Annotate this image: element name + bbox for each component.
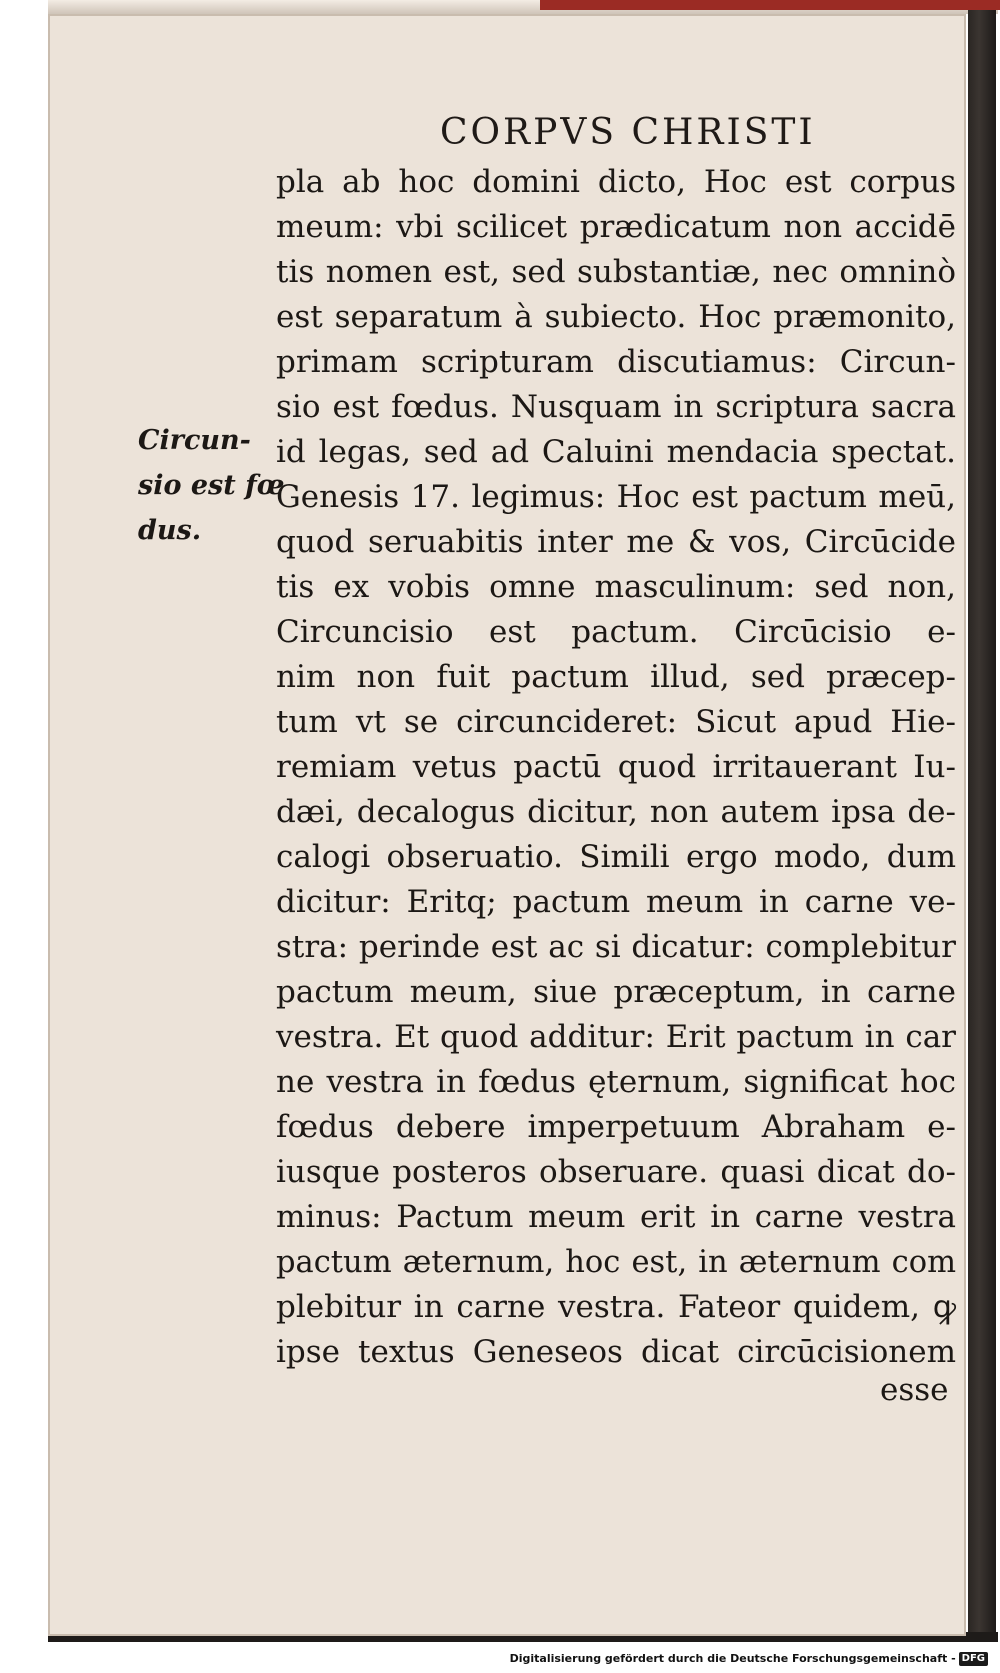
dfg-logo-icon: DFG — [959, 1652, 988, 1666]
text-line: meum: vbi scilicet prædicatum non accidē — [276, 209, 956, 245]
book-spine-edge — [968, 10, 996, 1640]
text-line: iusque posteros obseruare. quasi dicat do- — [276, 1154, 956, 1190]
text-line: fœdus debere imperpetuum Abraham e- — [276, 1109, 956, 1145]
text-line: minus: Pactum meum erit in carne vestra — [276, 1199, 956, 1235]
text-line: pactum æternum, hoc est, in æternum com — [276, 1245, 956, 1280]
text-line: tum vt se circuncideret: Sicut apud Hie- — [276, 704, 956, 740]
text-line: stra: perinde est ac si dicatur: complebitur — [276, 929, 956, 965]
text-line: primam scripturam discutiamus: Circun- — [276, 344, 956, 380]
text-line: dæi, decalogus dicitur, non autem ipsa de- — [276, 794, 956, 830]
text-line: Circuncisio est pactum. Circūcisio e- — [276, 614, 956, 650]
text-line: dicitur: Eritq; pactum meum in carne ve- — [276, 884, 956, 920]
text-line: remiam vetus pactū quod irritauerant Iu- — [276, 749, 956, 785]
text-line: tis nomen est, sed substantiæ, nec omninò — [276, 254, 956, 290]
red-edge-stripe — [540, 0, 1000, 10]
text-line: ne vestra in fœdus ęternum, significat hoc — [276, 1064, 956, 1100]
text-line: pla ab hoc domini dicto, Hoc est corpus — [276, 164, 956, 200]
text-line: Genesis 17. legimus: Hoc est pactum meū, — [276, 479, 956, 515]
text-line: plebitur in carne vestra. Fateor quidem, ꝙ — [276, 1289, 956, 1325]
text-line: pactum meum, siue præceptum, in carne — [276, 974, 956, 1010]
text-line: vestra. Et quod additur: Erit pactum in car — [276, 1019, 956, 1055]
text-line: quod seruabitis inter me & vos, Circūcide — [276, 524, 956, 560]
text-line: ipse textus Geneseos dicat circūcisionem — [276, 1334, 956, 1370]
text-line: sio est fœdus. Nusquam in scriptura sacra — [276, 389, 956, 425]
marginal-note-line: sio est fœ — [138, 470, 285, 501]
running-head: CORPVS CHRISTI — [440, 112, 816, 153]
text-line: est separatum à subiecto. Hoc præmonito, — [276, 299, 956, 335]
digitization-credit — [0, 1652, 988, 1666]
text-line: calogi obseruatio. Simili ergo modo, dum — [276, 839, 956, 875]
body-text — [276, 160, 956, 1375]
marginal-note — [138, 418, 285, 553]
credit-text: Digitalisierung gefördert durch die Deutsche Forschungsgemeinschaft - — [509, 1652, 956, 1665]
marginal-note-line: dus. — [138, 515, 202, 546]
text-line: nim non fuit pactum illud, sed præcep- — [276, 659, 956, 695]
marginal-note-line: Circun- — [138, 425, 251, 456]
text-line: id legas, sed ad Caluini mendacia spectat. — [276, 434, 956, 470]
text-line: tis ex vobis omne masculinum: sed non, — [276, 569, 956, 605]
catchword: esse — [880, 1372, 949, 1408]
